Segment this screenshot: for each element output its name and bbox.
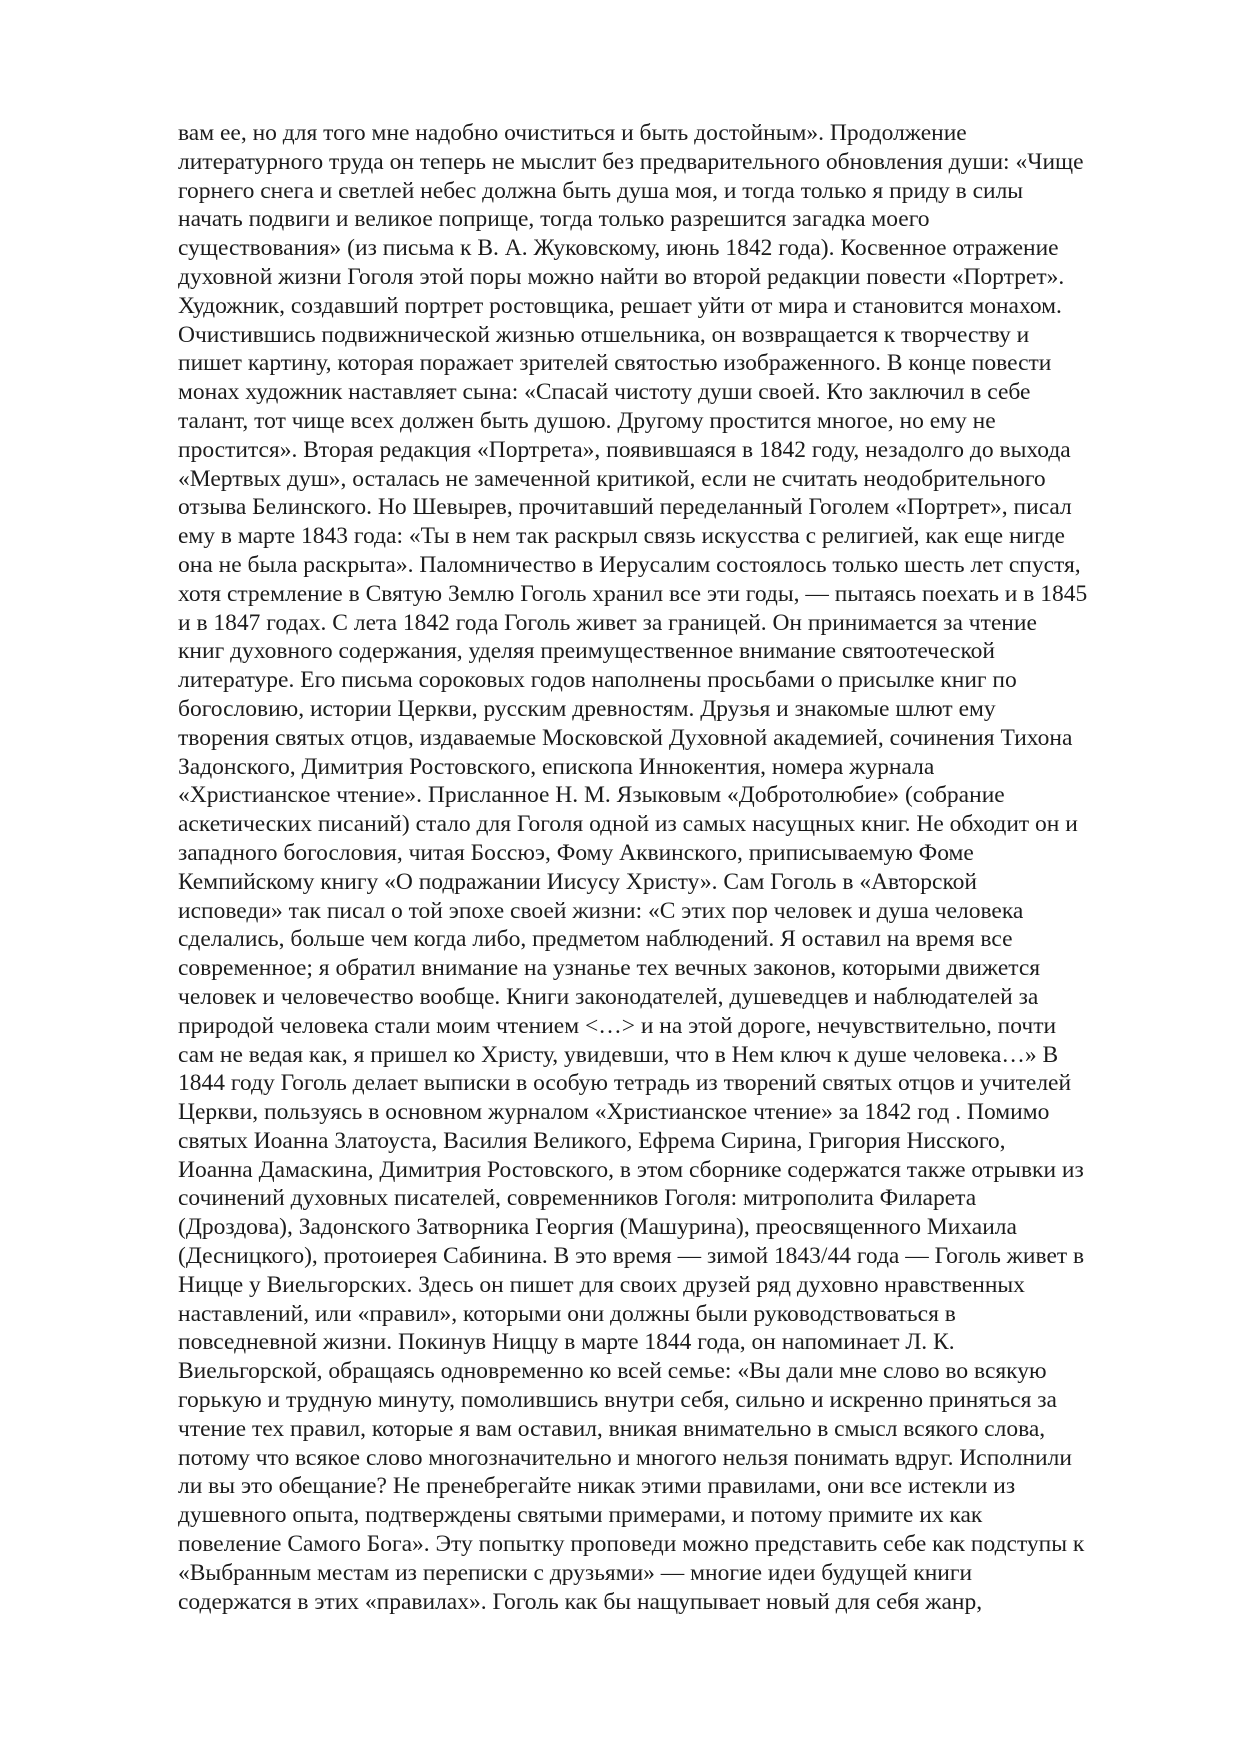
text-line: природой человека стали моим чтением <…> и на этой дороге, нечувствительно, почти [178,1012,1057,1039]
text-line: литературе. Его письма сороковых годов наполнены просьбами о присылке книг по [178,667,1017,694]
text-line: хотя стремление в Святую Землю Гоголь хранил все эти годы, — пытаясь поехать и в 1845 [178,580,1088,607]
text-line: ли вы это обещание? Не пренебрегайте никак этими правилами, они все истекли из [178,1473,1016,1500]
text-line: (Десницкого), протоиерея Сабинина. В это время — зимой 1843/44 года — Гоголь живет в [178,1243,1085,1270]
text-line: сам не ведая как, я пришел ко Христу, увидевши, что в Нем ключ к душе человека…» В [178,1041,1059,1068]
text-line: книг духовного содержания, уделяя преимущественное внимание святоотеческой [178,638,995,665]
text-line: творения святых отцов, издаваемые Московской Духовной академией, сочинения Тихона [178,724,1073,751]
text-line: 1844 году Гоголь делает выписки в особую тетрадь из творений святых отцов и учителей [178,1070,1072,1097]
text-line: духовной жизни Гоголя этой поры можно найти во второй редакции повести «Портрет». [178,263,1065,290]
text-line: горькую и трудную минуту, помолившись внутри себя, сильно и искренно приняться за [178,1387,1057,1414]
text-line: Задонского, Димитрия Ростовского, епископа Иннокентия, номера журнала [178,753,935,780]
text-line: повеление Самого Бога». Эту попытку проповеди можно представить себе как подступы к [178,1531,1085,1558]
text-line: Кемпийскому книгу «О подражании Иисусу Христу». Сам Гоголь в «Авторской [178,868,978,895]
text-line: существования» (из письма к В. А. Жуковскому, июнь 1842 года). Косвенное отражение [178,235,1059,262]
text-line: вам ее, но для того мне надобно очиститься и быть достойным». Продолжение [178,120,967,146]
text-line: (Дроздова), Задонского Затворника Георгия (Машурина), преосвященного Михаила [178,1214,1017,1241]
text-line: богословию, истории Церкви, русским древностям. Друзья и знакомые шлют ему [178,695,996,722]
text-line: Иоанна Дамаскина, Димитрия Ростовского, в этом сборнике содержатся также отрывки из [178,1156,1084,1183]
text-line: сделались, больше чем когда либо, предметом наблюдений. Я оставил на время все [178,926,1013,953]
text-line: она не была раскрыта». Паломничество в Иерусалим состоялось только шесть лет спустя, [178,551,1081,578]
text-line: начать подвиги и великое поприще, тогда только разрешится загадка моего [178,206,930,233]
text-line: ему в марте 1843 года: «Ты в нем так раскрыл связь искусства с религией, как еще нигде [178,523,1065,550]
text-line: монах художник наставляет сына: «Спасай чистоту души своей. Кто заключил в себе [178,379,1031,406]
text-line: человек и человечество вообще. Книги законодателей, душеведцев и наблюдателей за [178,983,1039,1010]
text-line: содержатся в этих «правилах». Гоголь как бы нащупывает новый для себя жанр, [178,1588,983,1615]
text-line: повседневной жизни. Покинув Ниццу в марте 1844 года, он напоминает Л. К. [178,1329,955,1356]
text-line: потому что всякое слово многозначительно и многого нельзя понимать вдруг. Исполнили [178,1444,1072,1471]
text-line: чтение тех правил, которые я вам оставил, вникая внимательно в смысл всякого слова, [178,1415,1046,1442]
text-line: литературного труда он теперь не мыслит без предварительного обновления души: «Чище [178,148,1084,175]
text-line: Церкви, пользуясь в основном журналом «Христианское чтение» за 1842 год . Помимо [178,1099,1050,1126]
text-line: исповеди» так писал о той эпохе своей жизни: «С этих пор человек и душа человека [178,897,1024,924]
text-line: сочинений духовных писателей, современников Гоголя: митрополита Филарета [178,1185,977,1212]
text-line: Виельгорской, обращаясь одновременно ко всей семье: «Вы дали мне слово во всякую [178,1358,1047,1385]
text-line: отзыва Белинского. Но Шевырев, прочитавший переделанный Гоголем «Портрет», писал [178,494,1072,521]
text-line: Очистившись подвижнической жизнью отшельника, он возвращается к творчеству и [178,321,1030,348]
text-line: западного богословия, читая Боссюэ, Фому Аквинского, приписываемую Фоме [178,839,974,866]
body-text [178,119,1178,1616]
text-line: талант, тот чище всех должен быть душою. Другому простится многое, но ему не [178,407,996,434]
text-line: современное; я обратил внимание на узнанье тех вечных законов, которыми движется [178,955,1041,982]
text-line: и в 1847 годах. С лета 1842 года Гоголь живет за границей. Он принимается за чтение [178,609,1037,636]
text-line: пишет картину, которая поражает зрителей святостью изображенного. В конце повести [178,350,1052,377]
text-line: «Мертвых душ», осталась не замеченной критикой, если не считать неодобрительного [178,465,1046,492]
text-line: аскетических писаний) стало для Гоголя одной из самых насущных книг. Не обходит он и [178,811,1078,838]
text-line: святых Иоанна Златоуста, Василия Великого, Ефрема Сирина, Григория Нисского, [178,1127,1006,1154]
text-line: горнего снега и светлей небес должна быть душа моя, и тогда только я приду в силы [178,177,1024,204]
text-line: «Выбранным местам из переписки с друзьями» — многие идеи будущей книги [178,1559,973,1586]
text-line: простится». Вторая редакция «Портрета», появившаяся в 1842 году, незадолго до выхода [178,436,1071,463]
text-line: Ницце у Виельгорских. Здесь он пишет для своих друзей ряд духовно нравственных [178,1271,1025,1298]
text-line: душевного опыта, подтверждены святыми примерами, и потому примите их как [178,1502,983,1529]
text-line: «Христианское чтение». Присланное Н. М. Языковым «Добротолюбие» (собрание [178,782,1005,809]
text-line: наставлений, или «правил», которыми они должны были руководствоваться в [178,1300,956,1327]
text-line: Художник, создавший портрет ростовщика, решает уйти от мира и становится монахом. [178,292,1062,319]
